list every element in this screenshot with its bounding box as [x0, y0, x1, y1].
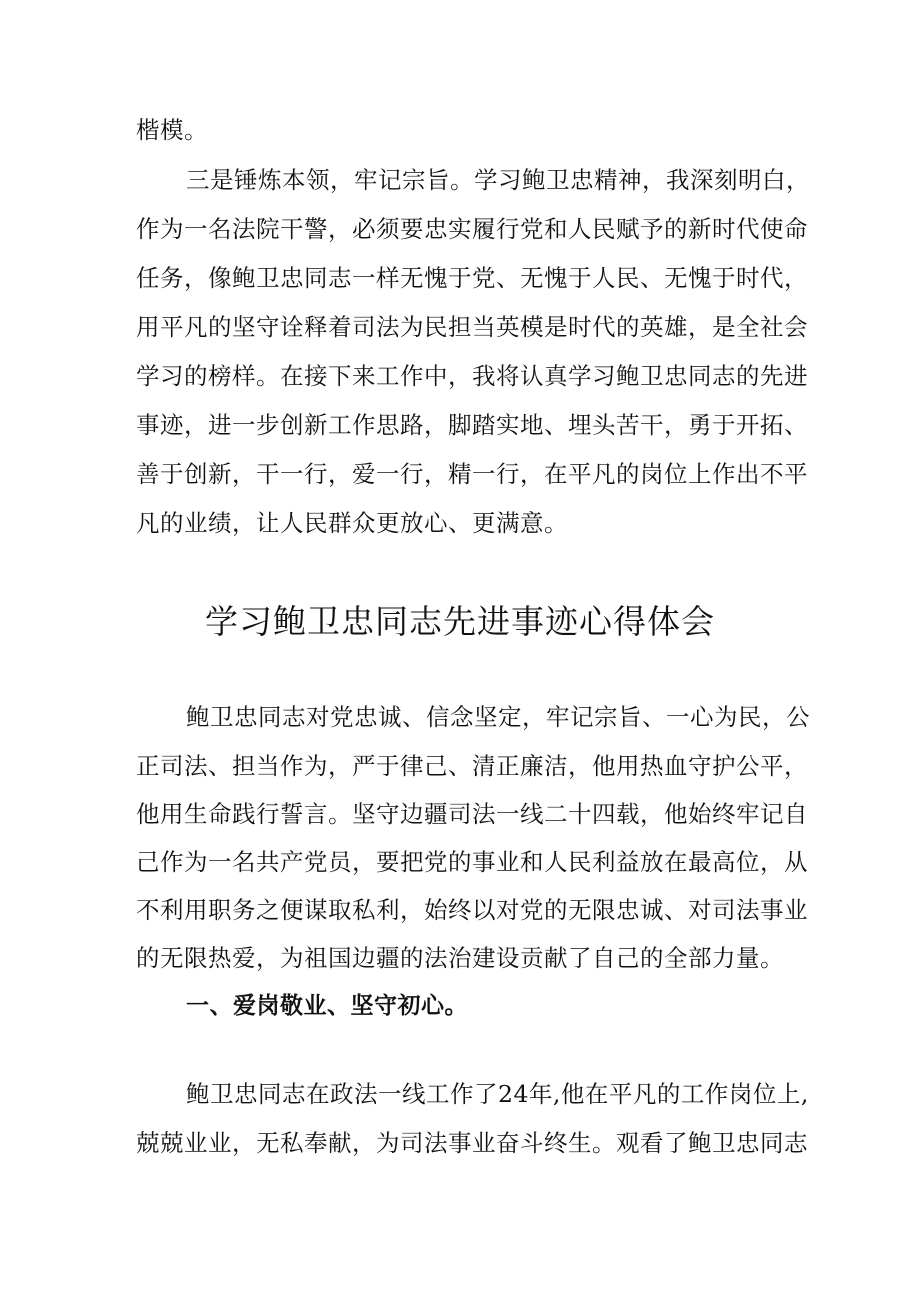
paragraph-line: 不利用职务之便谋取私利，始终以对党的无限忠诚、对司法事业 [136, 896, 808, 924]
paragraph-line: 凡的业绩，让人民群众更放心、更满意。 [136, 509, 568, 537]
paragraph-line: 善于创新，干一行，爱一行，精一行，在平凡的岗位上作出不平 [136, 460, 808, 488]
top-fragment-line: 楷模。 [136, 116, 208, 144]
paragraph-line: 他用生命践行誓言。坚守边疆司法一线二十四载，他始终牢记自 [136, 800, 808, 828]
paragraph-line: 学习的榜样。在接下来工作中，我将认真学习鲍卫忠同志的先进 [136, 362, 808, 390]
paragraph-line: 正司法、担当作为，严于律己、清正廉洁，他用热血守护公平， [136, 752, 808, 780]
paragraph-line: 作为一名法院干警，必须要忠实履行党和人民赋予的新时代使命 [136, 215, 808, 243]
paragraph-line: 己作为一名共产党员，要把党的事业和人民利益放在最高位，从 [136, 848, 808, 876]
section-heading: 一、爱岗敬业、坚守初心。 [186, 993, 468, 1019]
paragraph-line: 用平凡的坚守诠释着司法为民担当英模是时代的英雄，是全社会 [136, 313, 808, 341]
paragraph-line: 任务，像鲍卫忠同志一样无愧于党、无愧于人民、无愧于时代， [136, 264, 808, 292]
paragraph-line: 事迹，进一步创新工作思路，脚踏实地、埋头苦干，勇于开拓、 [136, 411, 808, 439]
paragraph-line: 的无限热爱，为祖国边疆的法治建设贡献了自己的全部力量。 [136, 944, 784, 972]
paragraph-line: 鲍卫忠同志在政法一线工作了24年,他在平凡的工作岗位上, [186, 1080, 809, 1108]
paragraph-line: 三是锤炼本领，牢记宗旨。学习鲍卫忠精神，我深刻明白， [186, 166, 810, 194]
paragraph-line: 兢兢业业，无私奉献，为司法事业奋斗终生。观看了鲍卫忠同志 [136, 1129, 808, 1157]
paragraph-line: 鲍卫忠同志对党忠诚、信念坚定，牢记宗旨、一心为民，公 [186, 703, 810, 731]
document-title: 学习鲍卫忠同志先进事迹心得体会 [205, 602, 715, 641]
